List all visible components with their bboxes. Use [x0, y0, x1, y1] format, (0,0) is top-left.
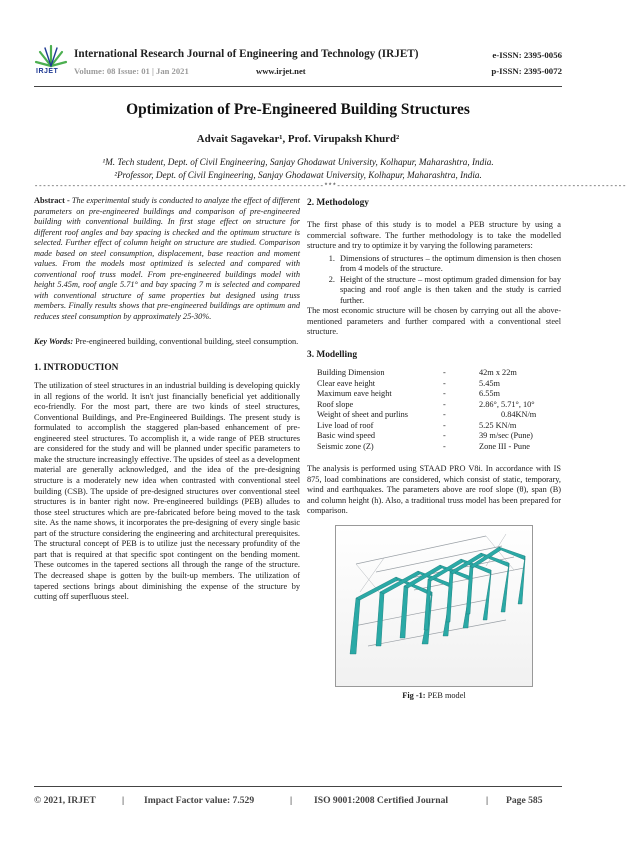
- footer-impact-factor: Impact Factor value: 7.529: [144, 795, 255, 806]
- footer-page-number: Page 585: [506, 795, 543, 806]
- table-row: Seismic zone (Z) - Zone III - Pune: [317, 441, 530, 451]
- figure-caption: [307, 691, 561, 702]
- figure-label: Fig -1:: [402, 690, 426, 700]
- footer-divider: |: [486, 795, 489, 806]
- footer-rule: [34, 786, 562, 787]
- abstract: [34, 196, 300, 323]
- table-row: Building Dimension - 42m x 22m: [317, 368, 517, 378]
- volume-issue: Volume: 08 Issue: 01 | Jan 2021: [74, 66, 189, 76]
- right-column: [307, 196, 561, 701]
- header-rule: [34, 86, 562, 87]
- left-column: [34, 196, 300, 611]
- paper-title: Optimization of Pre-Engineered Building Structures: [126, 101, 470, 118]
- affiliation-2: ²Professor, Dept. of Civil Engineering, Sanjay Ghodawat University, Kolhapur, Maharashtra, India.: [114, 170, 482, 180]
- abstract-text: The experimental study is conducted to analyze the effect of different parameters on pre-engineered buildings and comparison of pre-engineered building with conventional building. In first stage effect on structure for different roof angles and bay spacing is checked and the optimum structure is selected. Further effect of column height on structure are studied. Comparison made based on steel consumption, displacement, base reaction and moment values. From the models most optimized is selected and compared with conventional roof truss model. From pre-engineered buildings model with height 5.45m, roof angle 5.71° and bay spacing 7 m is selected and compared with conventional structure of same properties but designed using truss members. Finally results shows that pre-engineered buildings are optimum and reduces steel consumption by approximately 25-30%.: [34, 196, 300, 322]
- parameters-table: [317, 368, 536, 452]
- table-row: Roof slope - 2.86°, 5.71°, 10°: [317, 399, 535, 409]
- logo-text: IRJET: [36, 68, 59, 75]
- methodology-heading: 2. Methodology: [307, 198, 369, 208]
- table-row: Clear eave height - 5.45m: [317, 378, 500, 388]
- peb-model-illustration: [336, 526, 532, 686]
- keywords-text: Pre-engineered building, conventional building, steel consumption.: [73, 336, 299, 346]
- figure-caption-text: PEB model: [425, 690, 466, 700]
- methodology-list: [307, 254, 561, 307]
- journal-website[interactable]: www.irjet.net: [256, 66, 306, 76]
- methodology-intro: The first phase of this study is to model a PEB structure by using a commercial software. The further methodology is to take the modelled structure and try to optimize it by varying the following parameters:: [307, 220, 561, 251]
- list-item: 2. Height of the structure – most optimum graded dimension for bay spacing and roof angle is then taken and the study is carried further.: [337, 275, 561, 307]
- separator-line: ---------------------------------------------------------------------***---------------------------------------------------------------------: [34, 183, 626, 191]
- introduction-heading: 1. INTRODUCTION: [34, 363, 119, 374]
- journal-name: International Research Journal of Engineering and Technology (IRJET): [74, 48, 419, 60]
- p-issn: p-ISSN: 2395-0072: [491, 66, 562, 76]
- keywords: [34, 337, 300, 348]
- table-row: Live load of roof - 5.25 KN/m: [317, 420, 517, 430]
- methodology-closing: The most economic structure will be chosen by carrying out all the above-mentioned parameters and further compared with a conventional steel structure.: [307, 306, 561, 337]
- affiliation-1: ¹M. Tech student, Dept. of Civil Engineering, Sanjay Ghodawat University, Kolhapur, Maharashtra, India.: [102, 157, 494, 167]
- footer-iso: ISO 9001:2008 Certified Journal: [314, 795, 449, 806]
- list-item: 1. Dimensions of structures – the optimum dimension is then chosen from 4 models of the structure.: [337, 254, 561, 275]
- introduction-text: The utilization of steel structures in an industrial building is developing quickly in all regions of the world. It isn't just financially beneficial yet additionally eco-friendly. For the most part, there are two kinds of steel structures, Conventional Buildings, and Pre-Engineered Buildings. The present study is formulated to accomplish the staggered plan-based enhancement of pre-engineered steel structures. To accomplish it, a wide range of PEB structures are considered for the study and will be planned under specific parameters to make the structure increasingly effective. The upsides of steel as a development material are generally acknowledged, and the idea of the pre-designing structure is a moderately new idea when contrasted with conventional steel building (CSB). The upside of pre-designed structures over conventional steel structures is in banter right now. Pre-engineered buildings (PEB) alludes to those steel structures which are pre-fabricated before being moved to the task site. As the name shows, it incorporates the pre-designing of every single basic part of the structure considering the engineering and architectural prerequisites. The structural concept of PEB is to utilize just the necessary profundity of the part that is required at that specific spot contingent on the bending moment. These outcomes in the tapered sections all through the range of the structure. The decreased shape is gotten by the built-up members. The utilization of tapered sections brings about diminishing the expense of the structure by cutting off superfluous steel.: [34, 381, 300, 602]
- analysis-text: The analysis is performed using STAAD PRO V8i. In accordance with IS 875, load combinations are considered, which consist of static, temporary, wind and earthquakes. The parameters above are roof slope (θ), span (B) and column height (h). Also, a traditional truss model has been prepared for comparison.: [307, 464, 561, 516]
- journal-header: [34, 40, 562, 84]
- table-row: Basic wind speed - 39 m/sec (Pune): [317, 431, 533, 441]
- paper-authors: Advait Sagavekar¹, Prof. Virupaksh Khurd²: [196, 133, 400, 145]
- table-row: Maximum eave height - 6.55m: [317, 389, 500, 399]
- table-row: Weight of sheet and purlins - 0.84KN/m: [317, 410, 537, 420]
- footer-divider: |: [290, 795, 293, 806]
- abstract-label: Abstract -: [34, 196, 70, 205]
- keywords-label: Key Words:: [34, 336, 74, 346]
- peb-model-figure: [335, 525, 533, 687]
- modelling-heading: 3. Modelling: [307, 350, 358, 361]
- footer-divider: |: [122, 795, 125, 806]
- e-issn: e-ISSN: 2395-0056: [492, 50, 562, 60]
- footer-copyright: © 2021, IRJET: [34, 795, 96, 806]
